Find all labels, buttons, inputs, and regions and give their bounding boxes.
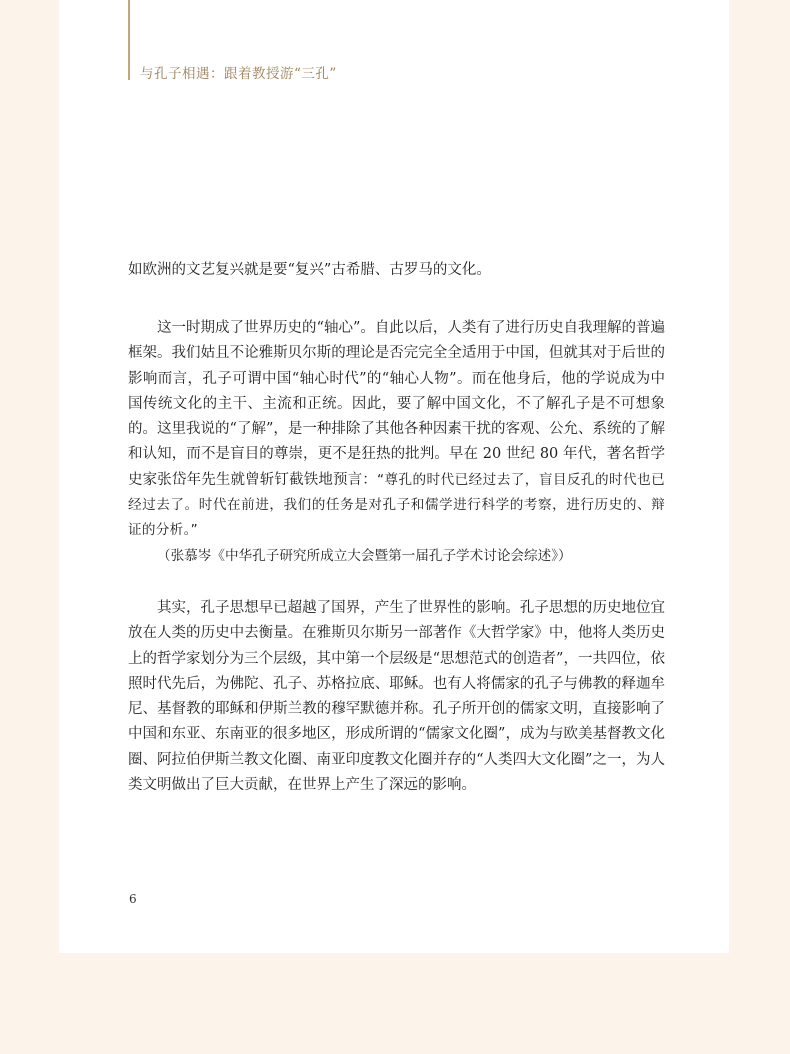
zhang-dainian-quote: “尊孔的时代已经过去了，盲目反孔的时代也已经过去了。时代在前进，我们的任务是对孔子和儒学进行科学的考察，进行历史的、辩证的分析。”: [128, 471, 666, 539]
quote-source: （张慕岑《中华孔子研究所成立大会暨第一届孔子学术讨论会综述》）: [157, 547, 572, 564]
paragraph-3-text: 其实，孔子思想早已超越了国界，产生了世界性的影响。孔子思想的历史地位宜放在人类的历史中去衡量。在雅斯贝尔斯另一部著作《大哲学家》中，他将人类历史上的哲学家划分为三个层级，其中第一个层级是“思想范式的创造者”，一共四位，依照时代先后，为佛陀、孔子、苏格拉底、耶稣。也有人将儒家的孔子与佛教的释迦牟尼、基督教的耶稣和伊斯兰教的穆罕默德并称。孔子所开创的儒家文明，直接影响了中国和东亚、东南亚的很多地区，形成所谓的“儒家文化圈”，成为与欧美基督教文化圈、阿拉伯伊斯兰教文化圈、南亚印度教文化圈并存的“人类四大文化圈”之一，为人类文明做出了巨大贡献，在世界上产生了深远的影响。: [128, 600, 665, 794]
header-vertical-rule: [128, 0, 130, 80]
paragraph-1-text: 如欧洲的文艺复兴就是要“复兴”古希腊、古罗马的文化。: [128, 262, 491, 278]
paragraph-2-text: [128, 316, 665, 569]
paragraph-axial-age: [128, 316, 665, 569]
running-header: 与孔子相遇：跟着教授游“三孔”: [140, 66, 337, 82]
paragraph-continuation: [128, 258, 665, 283]
page-number: 6: [129, 892, 137, 906]
paragraph-2-main: 这一时期成了世界历史的“轴心”。自此以后，人类有了进行历史自我理解的普遍框架。我们姑且不论雅斯贝尔斯的理论是否完完全全适用于中国，但就其对于后世的影响而言，孔子可谓中国“轴心时代”的“轴心人物”。而在他身后，他的学说成为中国传统文化的主干、主流和正统。因此，要了解中国文化，不了解孔子是不可想象的。这里我说的“了解”，是一种排除了其他各种因素干扰的客观、公允、系统的了解和认知，而不是盲目的尊崇，更不是狂热的批判。早在 20 世纪 80 年代，著名哲学史家张岱年先生就曾斩钉截铁地预言：: [128, 320, 665, 488]
paragraph-world-influence: [128, 596, 665, 798]
